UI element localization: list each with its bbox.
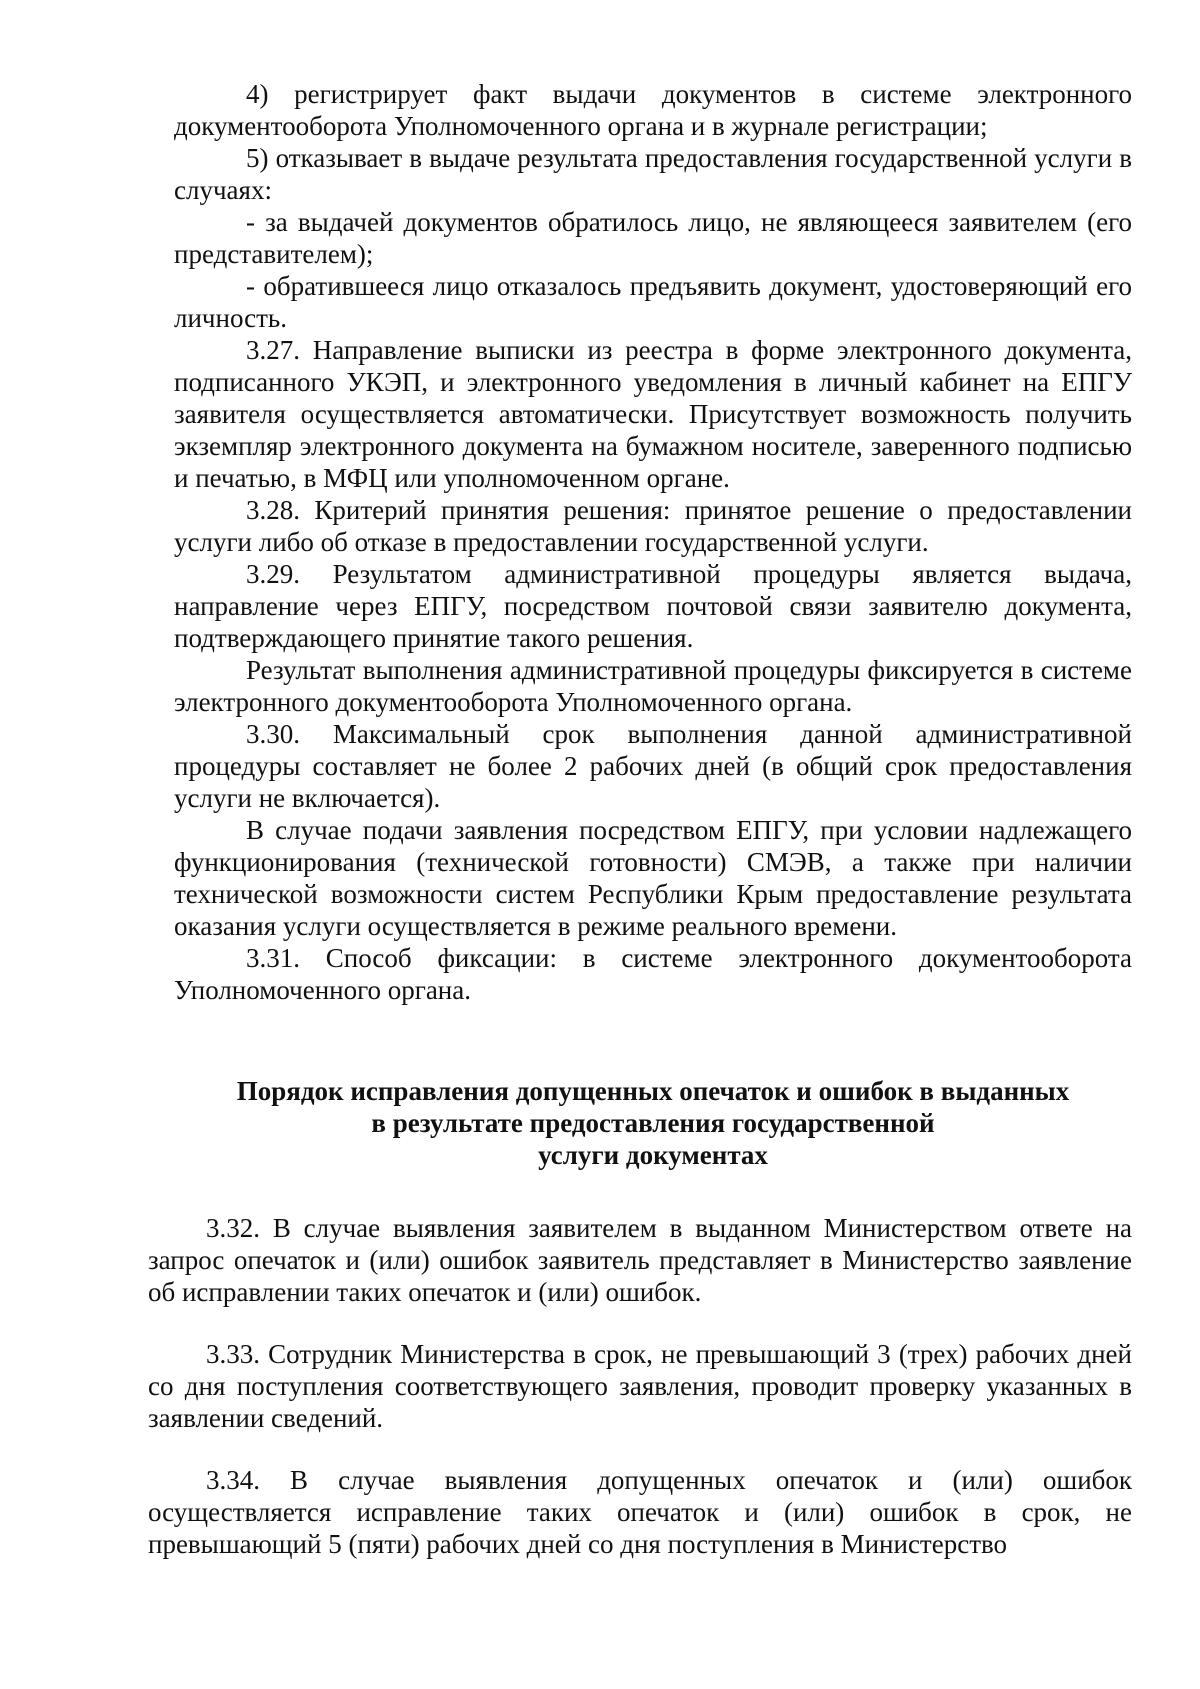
heading-line: в результате предоставления государственной [371, 1108, 935, 1138]
paragraph-3-27: 3.27. Направление выписки из реестра в форме электронного документа, подписанного УКЭП, и электронного уведомления в личный кабинет на ЕПГУ заявителя осуществляется автоматически. Присутствует возможность получить экземпляр электронного документа на бумажном носителе, заверенного подписью и печатью, в МФЦ или уполномоченном органе. [174, 335, 1132, 493]
section-heading [174, 1075, 1132, 1171]
paragraph: - за выдачей документов обратилось лицо, не являющееся заявителем (его представителем); [174, 207, 1132, 269]
section-3-26-continuation [174, 78, 1132, 1006]
paragraph-3-34: 3.34. В случае выявления допущенных опечаток и (или) ошибок осуществляется исправление таких опечаток и (или) ошибок в срок, не превышающий 5 (пяти) рабочих дней со дня поступления в Министерство [148, 1465, 1132, 1559]
section-3-33 [148, 1338, 1132, 1434]
paragraph-3-28: 3.28. Критерий принятия решения: принятое решение о предоставлении услуги либо об отказе в предоставлении государственной услуги. [174, 495, 1132, 557]
paragraph-3-33: 3.33. Сотрудник Министерства в срок, не превышающий 3 (трех) рабочих дней со дня поступления соответствующего заявления, проводит проверку указанных в заявлении сведений. [148, 1339, 1132, 1433]
paragraph-3-32: 3.32. В случае выявления заявителем в выданном Министерством ответе на запрос опечаток и (или) ошибок заявитель представляет в Министерство заявление об исправлении таких опечаток и (или) ошибок. [148, 1213, 1132, 1307]
paragraph: В случае подачи заявления посредством ЕПГУ, при условии надлежащего функционирования (технической готовности) СМЭВ, а также при наличии технической возможности систем Республики Крым предоставление результата оказания услуги осуществляется в режиме реального времени. [174, 815, 1132, 941]
paragraph: - обратившееся лицо отказалось предъявить документ, удостоверяющий его личность. [174, 271, 1132, 333]
paragraph-3-29: 3.29. Результатом административной процедуры является выдача, направление через ЕПГУ, посредством почтовой связи заявителю документа, подтверждающего принятие такого решения. [174, 559, 1132, 653]
heading-line: услуги документах [538, 1140, 768, 1170]
section-3-34 [148, 1464, 1132, 1560]
paragraph-3-30: 3.30. Максимальный срок выполнения данной административной процедуры составляет не более 2 рабочих дней (в общий срок предоставления услуги не включается). [174, 719, 1132, 813]
section-3-32 [148, 1212, 1132, 1308]
heading-line: Порядок исправления допущенных опечаток и ошибок в выданных [236, 1076, 1070, 1106]
paragraph: 4) регистрирует факт выдачи документов в системе электронного документооборота Уполномоченного органа и в журнале регистрации; [174, 79, 1132, 141]
paragraph-3-31: 3.31. Способ фиксации: в системе электронного документооборота Уполномоченного органа. [174, 943, 1132, 1005]
paragraph: Результат выполнения административной процедуры фиксируется в системе электронного документооборота Уполномоченного органа. [174, 655, 1132, 717]
paragraph: 5) отказывает в выдаче результата предоставления государственной услуги в случаях: [174, 143, 1132, 205]
